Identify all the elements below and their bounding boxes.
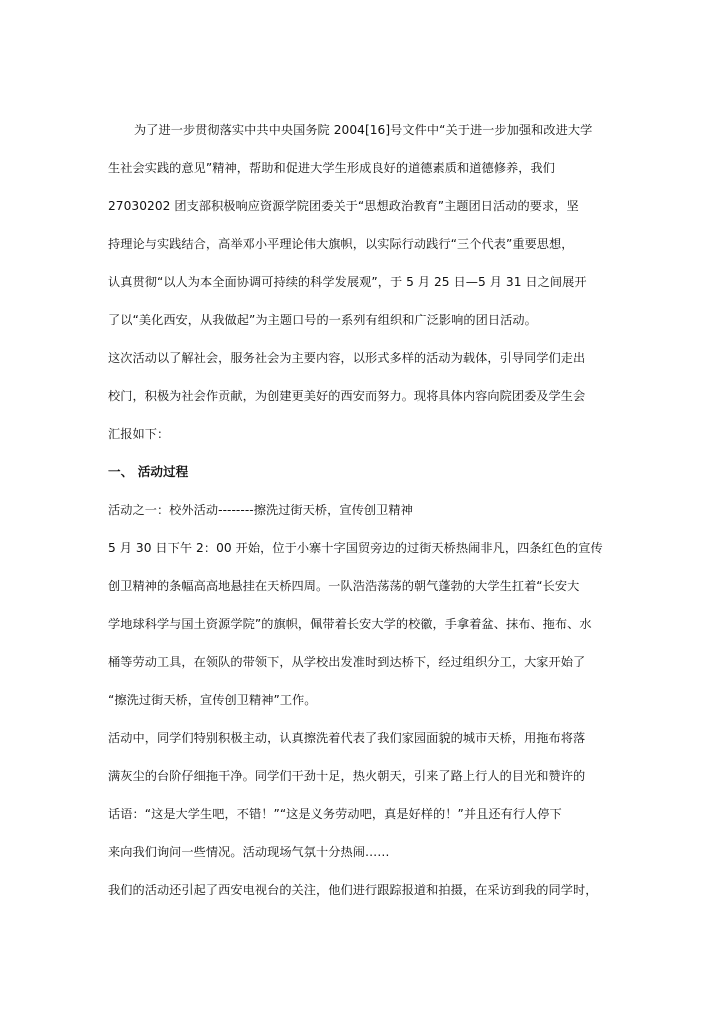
- activity-line-4: 桶等劳动工具，在领队的带领下，从学校出发准时到达桥下，经过组织分工，大家开始了: [108, 655, 586, 669]
- activity-title: 活动之一：校外活动--------擦洗过街天桥，宣传创卫精神: [108, 503, 413, 517]
- activity-line-5: “擦洗过街天桥，宣传创卫精神”工作。: [108, 693, 317, 707]
- purpose-line-3: 汇报如下：: [108, 427, 170, 441]
- intro-line-6: 了以“美化西安，从我做起”为主题口号的一系列有组织和广泛影响的团日活动。: [108, 313, 537, 327]
- purpose-line-1: 这次活动以了解社会，服务社会为主要内容，以形式多样的活动为载体，引导同学们走出: [108, 351, 586, 365]
- intro-line-4: 持理论与实践结合，高举邓小平理论伟大旗帜，以实际行动践行“三个代表”重要思想，: [108, 237, 574, 251]
- intro-line-1: 为了进一步贯彻落实中共中央国务院 2004[16]号文件中“关于进一步加强和改进大学: [134, 123, 593, 137]
- intro-line-2: 生社会实践的意见”精神，帮助和促进大学生形成良好的道德素质和道德修养，我们: [108, 161, 555, 175]
- media-line-1: 我们的活动还引起了西安电视台的关注，他们进行跟踪报道和拍摄，在采访到我的同学时，: [108, 883, 598, 897]
- purpose-line-2: 校门，积极为社会作贡献，为创建更美好的西安而努力。现将具体内容向院团委及学生会: [108, 389, 586, 403]
- activity-line-3: 学地球科学与国土资源学院”的旗帜，佩带着长安大学的校徽，手拿着盆、抹布、拖布、水: [108, 617, 592, 631]
- intro-line-3: 27030202 团支部积极响应资源学院团委关于“思想政治教育”主题团日活动的要求，坚: [108, 199, 579, 213]
- scene-line-3: 话语：“这是大学生吧，不错！”“这是义务劳动吧，真是好样的！”并且还有行人停下: [108, 807, 562, 821]
- activity-line-2: 创卫精神的条幅高高地悬挂在天桥四周。一队浩浩荡荡的朝气蓬勃的大学生扛着“长安大: [108, 579, 580, 593]
- scene-line-4: 来向我们询问一些情况。活动现场气氛十分热闹……: [108, 845, 390, 859]
- section-heading: 一、 活动过程: [108, 464, 189, 479]
- activity-line-1: 5 月 30 日下午 2：00 开始，位于小寨十字国贸旁边的过街天桥热闹非凡，四条红色的宣传: [108, 541, 603, 555]
- scene-line-1: 活动中，同学们特别积极主动，认真擦洗着代表了我们家园面貌的城市天桥，用拖布将落: [108, 731, 586, 745]
- scene-line-2: 满灰尘的台阶仔细拖干净。同学们干劲十足，热火朝天，引来了路上行人的目光和赞许的: [108, 769, 586, 783]
- intro-line-5: 认真贯彻“以人为本全面协调可持续的科学发展观”，于 5 月 25 日—5 月 31 日之间展开: [108, 275, 587, 289]
